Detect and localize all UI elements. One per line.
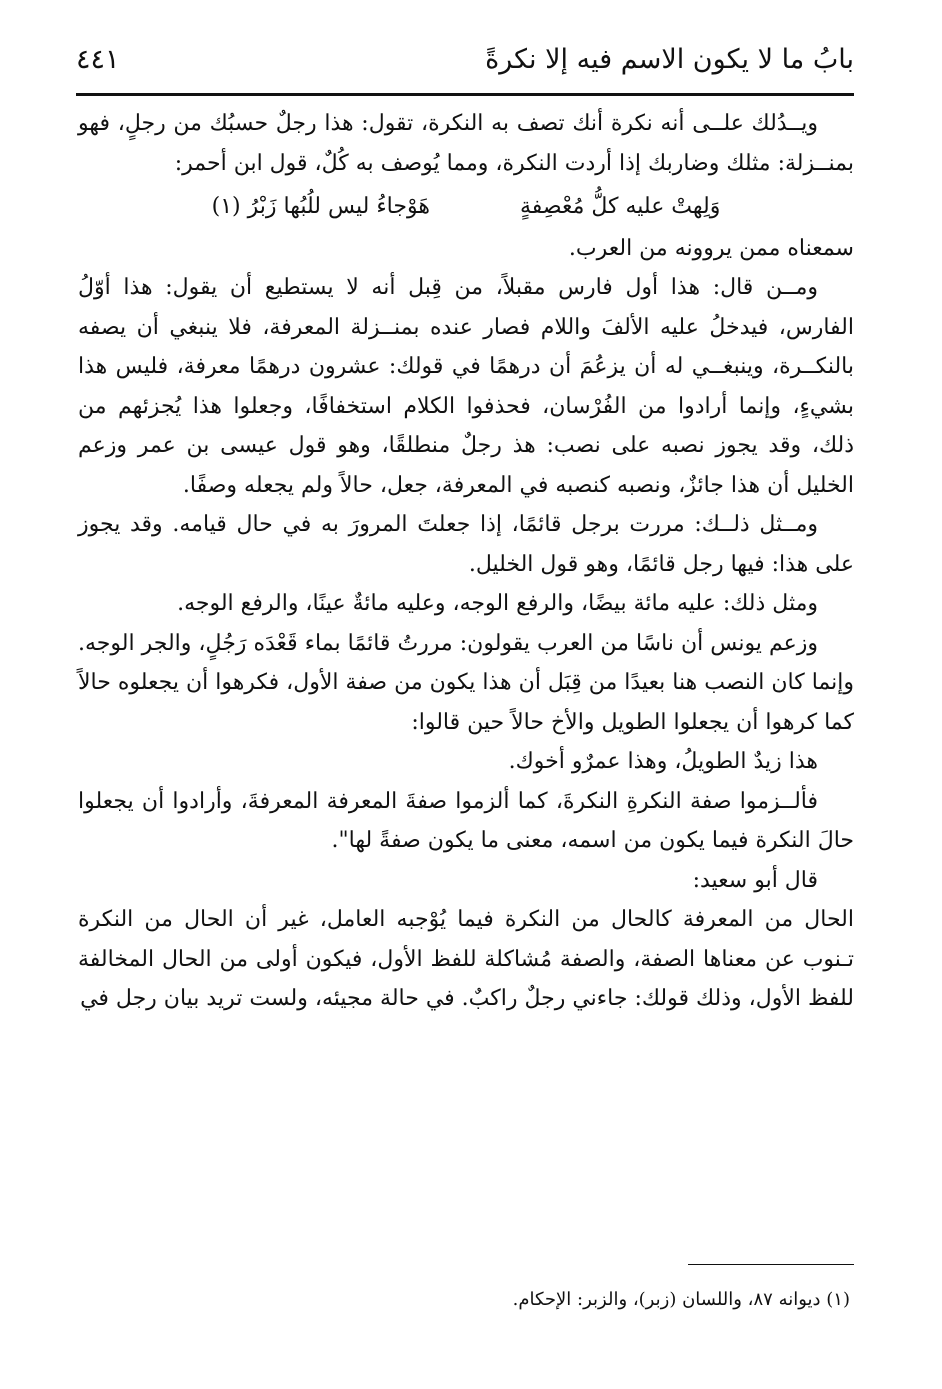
page-header	[76, 38, 854, 90]
poetry-verse	[78, 183, 854, 229]
paragraph: وزعم يونس أن ناسًا من العرب يقولون: مررتُ قائمًا بماء قَعْدَه رَجُلٍ، والجر الوجه. وإنما كان النصب هنا بعيدًا من قِبَل أن هذا يكون من صفة الأول، فكرهوا أن يجعلوه حالاً كما كرهوا أن يجعلوا الطويل والأخ حالاً حين قالوا:	[78, 630, 854, 735]
footnote: (١) ديوانه ٨٧، واللسان (زبر)، والزبر: الإحكام.	[512, 1289, 850, 1310]
paragraph: الحال من المعرفة كالحال من النكرة فيما يُوْجبه العامل، غير أن الحال من النكرة تـنوب عن معناها الصفة، والصفة مُشاكلة للفظ الأول، فيكون أولى من الحال المخالفة للفظ الأول، وذلك قولك: جاءني رجلٌ راكبٌ. في حالة مجيئه، ولست تريد بيان رجل في	[78, 907, 854, 1011]
paragraph: ومــثل ذلــك: مررت برجل قائمًا، إذا جعلتَ المرورَ به في حال قيامه. وقد يجوز على هذا: فيها رجل قائمًا، وهو قول الخليل.	[78, 512, 854, 577]
paragraph: ويــدُلك علــى أنه نكرة أنك تصف به النكرة، تقول: هذا رجلٌ حسبُك من رجلٍ، فهو بمنــزلة: مثلك وضاربك إذا أردت النكرة، ومما يُوصف به كُلٌ، قول ابن أحمر:	[78, 111, 854, 176]
paragraph: ومــن قال: هذا أول فارس مقبلاً، من قِبل أنه لا يستطيع أن يقول: هذا أوّلُ الفارس، فيدخلُ عليه الألفَ واللام فصار عنده بمنــزلة المعرفة، فلا ينبغي أن يصفه بالنكــرة، وينبغــي له أن يزعُمَ أن درهمًا في قولك: عشرون درهمًا معرفة، فليس هذا بشيءٍ، وإنما أرادوا من الفُرْسان، فحذفوا الكلام استخفافًا، وجعلوا هذا يُجزئهم من ذلك، وقد يجوز نصبه على نصب: هذ رجلٌ منطلقًا، وهو قول عيسى بن عمر وزعم الخليل أن هذا جائزٌ، ونصبه كنصبه في المعرفة، جعل، حالاً ولم يجعله وصفًا.	[78, 275, 854, 498]
footnote-rule	[688, 1264, 854, 1265]
running-title: بابُ ما لا يكون الاسم فيه إلا نكرةً	[485, 44, 854, 75]
page-number: ٤٤١	[76, 44, 120, 75]
paragraph: ومثل ذلك: عليه مائة بيضًا، والرفع الوجه، وعليه مائةٌ عينًا، والرفع الوجه.	[177, 591, 818, 616]
verse-first-hemistich: وَلِهتْ عليه كلُّ مُعْصِفةٍ	[519, 194, 721, 219]
paragraph: فألــزموا صفة النكرةِ النكرةَ، كما ألزموا صفةَ المعرفة المعرفةَ، وأرادوا أن يجعلوا حالَ النكرة فيما يكون من اسمه، معنى ما يكون صفةً لها".	[78, 788, 854, 853]
paragraph: هذا زيدٌ الطويلُ، وهذا عمرٌو أخوك.	[508, 749, 818, 774]
paragraph: قال أبو سعيد:	[692, 867, 818, 893]
main-text	[78, 104, 854, 1019]
paragraph: سمعناه ممن يروونه من العرب.	[568, 235, 854, 261]
header-rule	[76, 93, 854, 96]
verse-second-hemistich: هَوْجاءُ ليس للُبُها زَبْرُ (١)	[211, 194, 430, 219]
